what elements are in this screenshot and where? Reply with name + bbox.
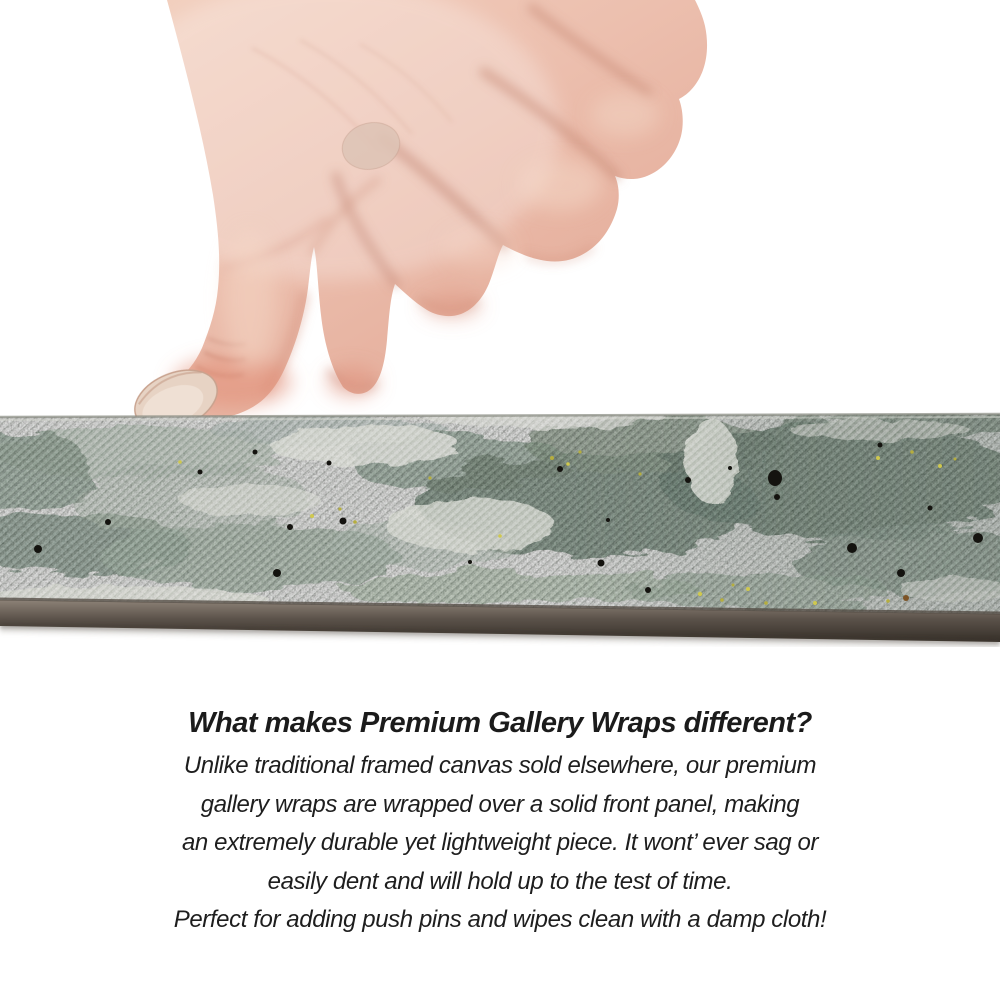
body-line-4: easily dent and will hold up to the test of time. bbox=[267, 867, 733, 895]
canvas-edge-illustration bbox=[0, 412, 1000, 647]
body-line-2: gallery wraps are wrapped over a solid front panel, making bbox=[200, 790, 800, 818]
marketing-copy bbox=[0, 700, 1000, 940]
body-line-1: Unlike traditional framed canvas sold elsewhere, our premium bbox=[183, 752, 817, 779]
body-line-3: an extremely durable yet lightweight piece. It wont’ ever sag or bbox=[181, 829, 819, 856]
hand-photo bbox=[0, 0, 1000, 430]
headline: What makes Premium Gallery Wraps different? bbox=[188, 707, 812, 739]
canvas-texture bbox=[0, 412, 1000, 617]
canvas-edge-photo bbox=[0, 412, 1000, 647]
hand-illustration bbox=[0, 0, 1000, 430]
body-line-5: Perfect for adding push pins and wipes clean with a damp cloth! bbox=[173, 906, 827, 933]
